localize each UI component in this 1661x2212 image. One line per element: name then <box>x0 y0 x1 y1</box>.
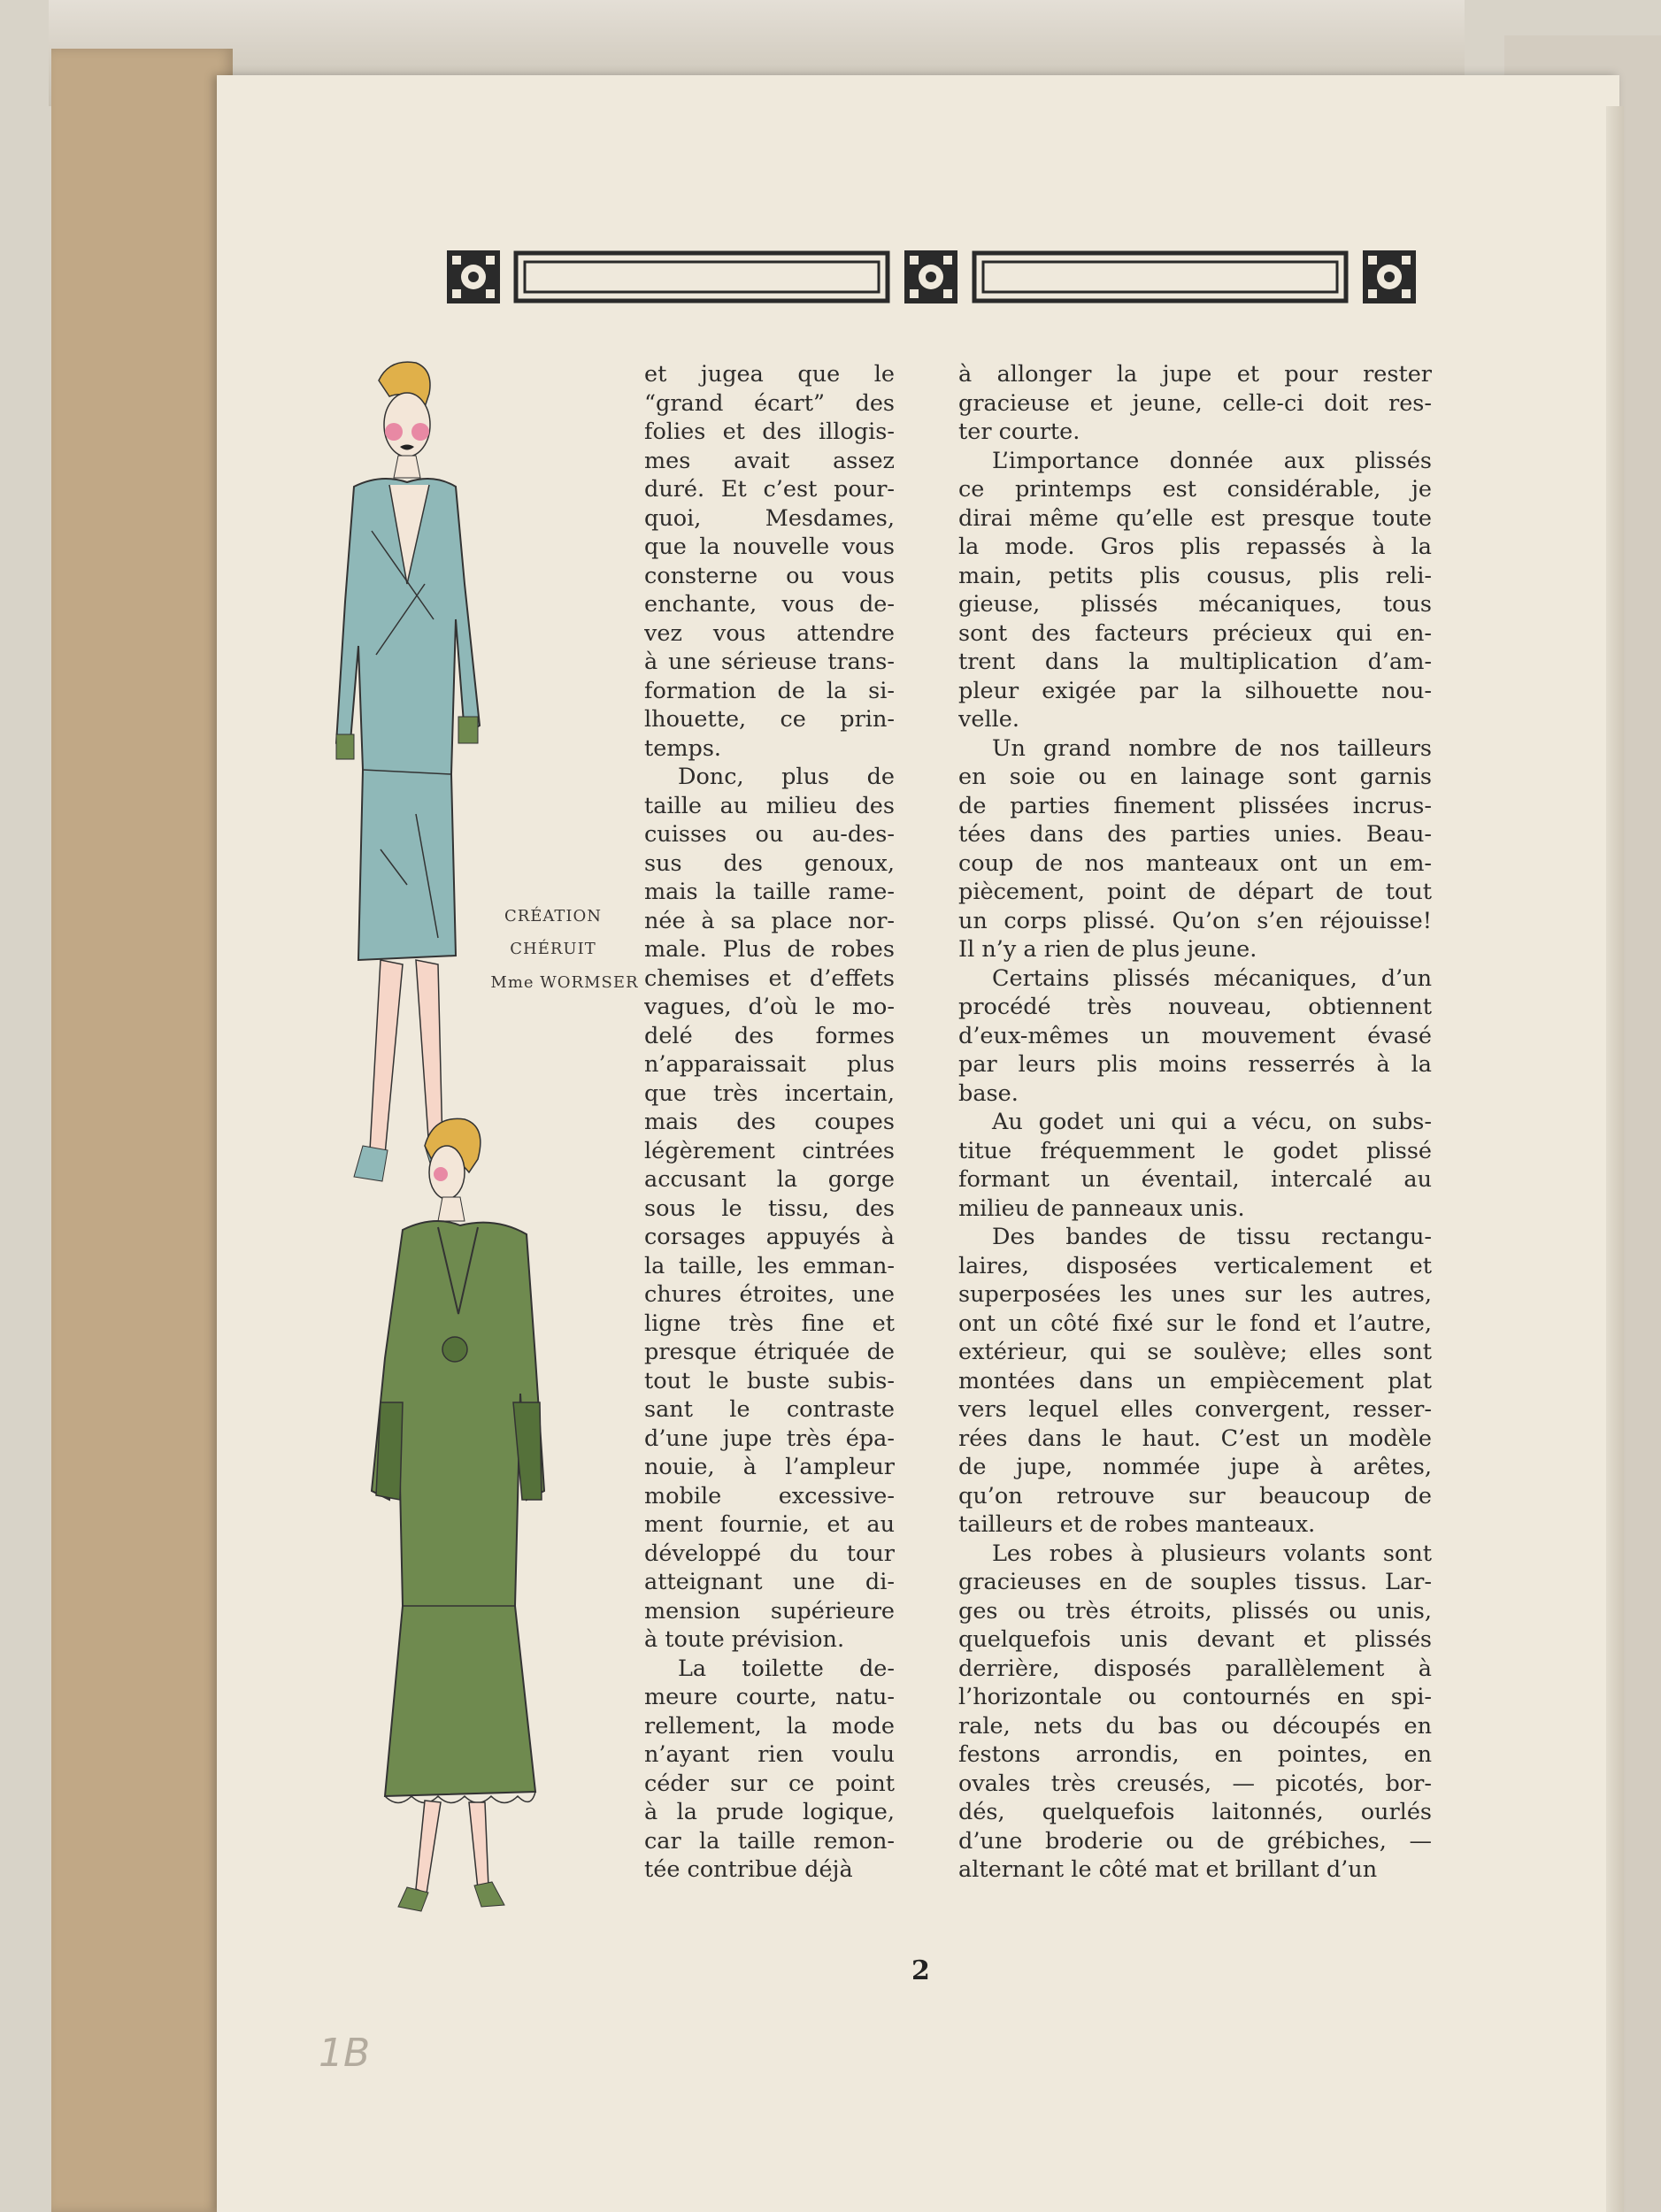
pencil-annotation: 1B <box>319 2031 371 2076</box>
text-line: et jugea que le <box>644 361 895 388</box>
text-line: qu’on retrouve sur beaucoup de <box>958 1482 1432 1509</box>
text-line: à allonger la jupe et pour rester <box>958 361 1432 388</box>
text-line: piècement, point de départ de tout <box>958 879 1432 905</box>
text-line: formant un éventail, intercalé au <box>958 1166 1432 1193</box>
text-line: sont des facteurs précieux qui en- <box>958 619 1432 647</box>
text-line: lhouette, ce prin- <box>644 706 895 733</box>
text-line: à la prude logique, <box>644 1799 895 1825</box>
cardboard-cover <box>51 49 233 2212</box>
text-line: alternant le côté mat et brillant d’un <box>958 1856 1378 1883</box>
text-line: corsages appuyés à <box>644 1224 895 1250</box>
text-line: développé du tour <box>644 1540 895 1567</box>
text-line: superposées les unes sur les autres, <box>958 1281 1432 1308</box>
text-line: que très incertain, <box>644 1079 895 1107</box>
text-line: légèrement cintrées <box>644 1137 895 1164</box>
text-line: male. Plus de robes <box>644 936 895 963</box>
text-line: tée contribue déjà <box>644 1856 853 1883</box>
text-line: chures étroites, une <box>644 1281 895 1308</box>
text-line: meure courte, natu- <box>644 1684 895 1710</box>
text-line: que la nouvelle vous <box>644 534 895 560</box>
text-line: dés, quelquefois laitonnés, ourlés <box>958 1799 1432 1825</box>
text-line: taille au milieu des <box>644 792 895 819</box>
text-line: nouie, à l’ampleur <box>644 1454 895 1480</box>
text-line: d’une jupe très épa- <box>644 1425 895 1452</box>
text-line: à une sérieuse trans- <box>644 649 895 675</box>
text-line: formation de la si- <box>644 677 895 704</box>
text-line: trent dans la multiplication d’am- <box>958 649 1432 675</box>
text-line: ce printemps est considérable, je <box>958 476 1432 503</box>
text-line: rale, nets du bas ou découpés en <box>958 1712 1432 1740</box>
text-line: L’importance donnée aux plissés <box>992 447 1432 474</box>
text-line: chemises et d’effets <box>644 964 895 992</box>
text-line: La toilette de- <box>678 1655 895 1682</box>
text-line: base. <box>958 1079 1019 1107</box>
text-line: Un grand nombre de nos tailleurs <box>992 734 1432 762</box>
text-line: la mode. Gros plis repassés à la <box>958 534 1432 560</box>
text-line: vez vous attendre <box>644 619 895 647</box>
text-line: car la taille remon- <box>644 1827 895 1855</box>
text-column-2 <box>958 360 1432 1885</box>
text-line: tout le buste subis- <box>644 1367 895 1394</box>
text-line: ment fournie, et au <box>644 1511 895 1538</box>
text-line: mes avait assez <box>644 447 895 474</box>
text-line: en soie ou en lainage sont garnis <box>958 764 1432 790</box>
text-line: atteignant une di- <box>644 1569 895 1595</box>
text-line: vagues, d’où le mo- <box>644 994 895 1020</box>
text-line: gieuse, plissés mécaniques, tous <box>958 591 1432 618</box>
text-line: festons arrondis, en pointes, en <box>958 1741 1432 1768</box>
text-line: enchante, vous de- <box>644 591 895 618</box>
text-line: procédé très nouveau, obtiennent <box>958 994 1432 1020</box>
text-line: d’une broderie ou de grébiches, — <box>958 1827 1432 1855</box>
text-line: ovales très creusés, — picotés, bor- <box>958 1770 1432 1797</box>
text-line: pleur exigée par la silhouette nou- <box>958 677 1432 704</box>
text-line: Des bandes de tissu rectangu- <box>992 1224 1432 1250</box>
fashion-illustration-green-dress <box>363 1110 558 1924</box>
text-column-1 <box>644 360 895 1885</box>
text-line: extérieur, qui se soulève; elles sont <box>958 1339 1432 1365</box>
text-line: ligne très fine et <box>644 1310 895 1337</box>
text-line: cuisses ou au-des- <box>644 821 895 848</box>
text-line: céder sur ce point <box>644 1770 895 1797</box>
text-line: laires, disposées verticalement et <box>958 1252 1432 1279</box>
text-line: par leurs plis moins resserrés à la <box>958 1051 1432 1078</box>
text-line: rées dans le haut. C’est un modèle <box>958 1425 1432 1452</box>
text-line: gracieuse et jeune, celle-ci doit res- <box>958 389 1432 417</box>
text-line: ter courte. <box>958 419 1080 445</box>
caption-model: Mme WORMSER <box>490 973 639 992</box>
text-line: ont un côté fixé sur le fond et l’autre, <box>958 1310 1432 1337</box>
text-line: n’apparaissait plus <box>644 1051 895 1078</box>
text-line: rellement, la mode <box>644 1712 895 1740</box>
text-line: Les robes à plusieurs volants sont <box>992 1540 1432 1567</box>
text-line: Certains plissés mécaniques, d’un <box>992 964 1432 992</box>
text-line: Au godet uni qui a vécu, on subs- <box>992 1109 1432 1135</box>
text-line: la taille, les emman- <box>644 1252 895 1279</box>
page-fold-shadow <box>1606 106 1624 2212</box>
text-line: de jupe, nommée jupe à arêtes, <box>958 1454 1432 1480</box>
text-line: duré. Et c’est pour- <box>644 476 895 503</box>
text-line: l’horizontale ou contournés en spi- <box>958 1684 1432 1710</box>
text-line: un corps plissé. Qu’on s’en réjouisse! <box>958 907 1432 934</box>
ornamental-header <box>447 250 1416 303</box>
text-line: vers lequel elles convergent, resser- <box>958 1396 1432 1423</box>
text-line: quelquefois unis devant et plissés <box>958 1626 1432 1653</box>
text-line: sant le contraste <box>644 1396 895 1423</box>
text-line: mension supérieure <box>644 1597 895 1624</box>
page-number: 2 <box>911 1955 930 1986</box>
text-line: ges ou très étroits, plissés ou unis, <box>958 1597 1432 1624</box>
text-line: “grand écart” des <box>644 389 895 417</box>
text-line: montées dans un empiècement plat <box>958 1367 1432 1394</box>
text-line: folies et des illogis- <box>644 419 895 445</box>
text-line: derrière, disposés parallèlement à <box>958 1655 1432 1682</box>
text-line: temps. <box>644 734 722 762</box>
text-line: tées dans des parties unies. Beau- <box>958 821 1432 848</box>
caption-creation: CRÉATION <box>504 907 603 926</box>
text-line: main, petits plis cousus, plis reli- <box>958 562 1432 589</box>
text-line: coup de nos manteaux ont un em- <box>958 849 1432 877</box>
text-line: accusant la gorge <box>644 1166 895 1193</box>
text-line: tailleurs et de robes manteaux. <box>958 1511 1316 1538</box>
text-line: gracieuses en de souples tissus. Lar- <box>958 1569 1432 1595</box>
text-line: sus des genoux, <box>644 849 895 877</box>
text-line: de parties finement plissées incrus- <box>958 792 1432 819</box>
text-line: dirai même qu’elle est presque toute <box>958 504 1432 532</box>
text-line: mais des coupes <box>644 1109 895 1135</box>
text-line: velle. <box>958 706 1020 733</box>
text-line: milieu de panneaux unis. <box>958 1194 1245 1222</box>
text-line: Donc, plus de <box>678 764 895 790</box>
text-line: mobile excessive- <box>644 1482 895 1509</box>
text-line: n’ayant rien voulu <box>644 1741 895 1768</box>
text-line: delé des formes <box>644 1022 895 1049</box>
caption-designer: CHÉRUIT <box>510 940 596 958</box>
text-line: presque étriquée de <box>644 1339 895 1365</box>
text-line: quoi, Mesdames, <box>644 504 895 532</box>
text-line: consterne ou vous <box>644 562 895 589</box>
text-line: sous le tissu, des <box>644 1194 895 1222</box>
text-line: née à sa place nor- <box>644 907 895 934</box>
text-line: mais la taille rame- <box>644 879 895 905</box>
text-line: d’eux-mêmes un mouvement évasé <box>958 1022 1432 1049</box>
fashion-illustration-blue-dress <box>283 354 504 1239</box>
text-line: titue fréquemment le godet plissé <box>958 1137 1432 1164</box>
text-line: Il n’y a rien de plus jeune. <box>958 936 1257 963</box>
text-line: à toute prévision. <box>644 1626 845 1653</box>
